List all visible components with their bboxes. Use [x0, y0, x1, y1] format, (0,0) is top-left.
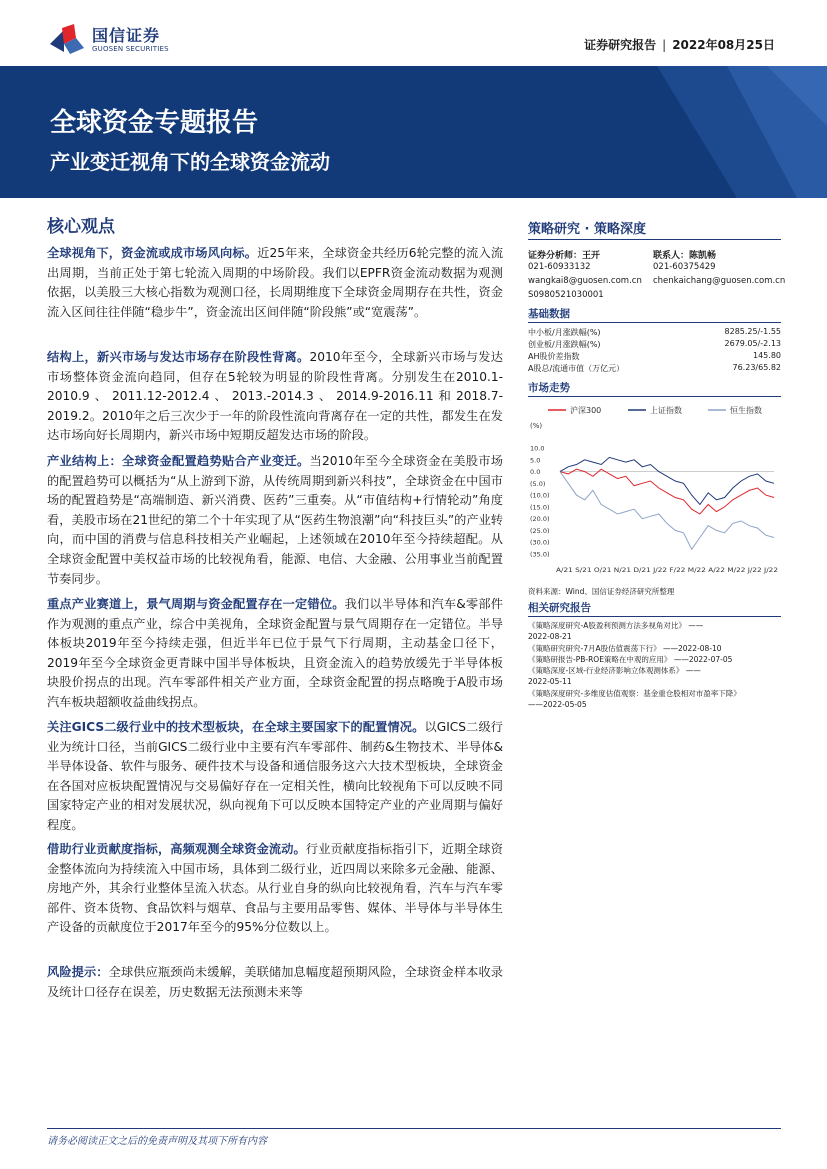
series-line-2 [560, 472, 774, 550]
footer-divider [47, 1128, 781, 1129]
report-type: 证券研究报告 [584, 38, 657, 52]
y-tick-label: 5.0 [530, 456, 541, 465]
analyst-1-phone: 021-60933132 [528, 262, 591, 272]
y-tick-label: (15.0) [530, 503, 550, 512]
y-tick-label: (5.0) [530, 479, 546, 488]
analyst-2-email[interactable]: chenkaichang@guosen.com.cn [653, 276, 786, 286]
y-tick-label: 0.0 [530, 468, 541, 477]
related-report-item[interactable]: 《策略深度-区域-行业经济影响立体观测体系》 —— 2022-05-11 [528, 666, 701, 686]
data-row: 中小板/月涨跌幅(%) 8285.25/-1.55 [528, 327, 781, 337]
data-row: A股总/流通市值（万亿元） 76.23/65.82 [528, 363, 781, 373]
report-meta [584, 36, 775, 53]
legend-label-1: 上证指数 [650, 406, 682, 415]
y-tick-label: (20.0) [530, 515, 550, 524]
analyst-1-cert: S0980521030001 [528, 290, 604, 300]
related-divider [528, 616, 781, 617]
paragraph-gics: 关注GICS二级行业中的技术型板块，在全球主要国家下的配置情况。以GICS二级行业为统计口径，当前GICS二级行业中主要有汽车零部件、制药&生物技术、半导体&半导体设备、软件与服务、硬件技术与设备和通信服务这六大技术型板块，全球资金在各国对应板块配置情况与交易偏好存在一定相关性，横向比较视角下可以反映不同国家特定产业的相对发展状况，纵向视角下可以反映本国特定产业的产业周期与偏好程度。 [47, 720, 503, 832]
section-heading: 核心观点 [47, 217, 115, 237]
report-subtitle: 产业变迁视角下的全球资金流动 [50, 150, 330, 174]
basic-data-divider [528, 322, 781, 323]
y-tick-label: (10.0) [530, 491, 550, 500]
related-research-title: 相关研究报告 [528, 602, 591, 614]
basic-data-title: 基础数据 [528, 308, 570, 320]
related-report-item[interactable]: 《策略研报告-PB-ROE策略在中观的应用》 ——2022-07-05 [528, 655, 733, 664]
analyst-1-name: 证券分析师：王开 [528, 251, 601, 261]
related-report-item[interactable]: 《策略深度研究-多维度估值观察：基金重仓股相对市盈率下降》 ——2022-05-05 [528, 689, 741, 709]
analyst-2-name: 联系人：陈凯畅 [653, 251, 717, 261]
analyst-2-phone: 021-60375429 [653, 262, 716, 272]
footer-disclaimer: 请务必阅读正文之后的免责声明及其项下所有内容 [47, 1136, 267, 1147]
meta-separator: | [662, 38, 667, 52]
sidebar-divider [528, 239, 781, 240]
paragraph-structure: 结构上，新兴市场与发达市场存在阶段性背离。2010年至今，全球新兴市场与发达市场整体资金流向趋同，但存在5轮较为明显的阶段性背离。分别发生在2010.1-2010.9、2011.12-2012.4、2013.-2014.3、2014.9-2016.11和2018.7-2019.2。2010年之后三次少于一年的阶段性流向背离存在一定的共性，都发生在发达市场向好长周期内，新兴市场中短期反超发达市场的阶段。 [47, 350, 503, 443]
page-header [0, 0, 827, 66]
chart-source: 资料来源：Wind、国信证券经济研究所整理 [528, 587, 675, 596]
related-report-item[interactable]: 《策略研究研究-7月A股估值震荡下行》 ——2022-08-10 [528, 644, 722, 653]
paragraph-contribution: 借助行业贡献度指标，高频观测全球资金流动。行业贡献度指标指引下，近期全球资金整体流向为持续流入中国市场，具体到二级行业，近四周以来除多元金融、能源、房地产外，其余行业整体呈流入状态。从行业自身的纵向比较视角看，汽车与汽车零部件、资本货物、食品饮料与烟草、食品与主要用品零售、媒体、半导体与半导体生产设备的贡献度位于2017年至今的95%分位数以上。 [47, 842, 503, 935]
market-trend-title: 市场走势 [528, 382, 570, 394]
data-row: AH股价差指数 145.80 [528, 351, 781, 361]
analyst-1-email[interactable]: wangkai8@guosen.com.cn [528, 276, 642, 286]
series-line-1 [560, 457, 774, 504]
title-banner [0, 66, 827, 198]
y-tick-label: 10.0 [530, 444, 545, 453]
paragraph-risk: 风险提示：全球供应瓶颈尚未缓解，美联储加息幅度超预期风险，全球资金样本收录及统计口径存在误差，历史数据无法预测未来等 [47, 965, 503, 999]
report-title: 全球资金专题报告 [50, 108, 259, 138]
logo-text-en: GUOSEN SECURITIES [92, 45, 169, 53]
guosen-logo-icon [50, 24, 84, 54]
market-trend-divider [528, 396, 781, 397]
paragraph-industry-structure: 产业结构上：全球资金配置趋势贴合产业变迁。当2010年至今全球资金在美股市场的配置趋势可以概括为“从上游到下游，从传统周期到新兴科技”，全球资金在中国市场的配置趋势是“高端制造、新兴消费、医药”三重奏。从“市值结构+行情轮动”角度看，美股市场在21世纪的第二个十年实现了从“医药生物浪潮”向“科技巨头”的产业转向，而中国的消费与信息科技相关产业崛起，上述领域在2010年至今持续超配。从全球资金配置中美权益市场的比较视角看，能源、电信、大金融、公用事业当前配置节奏同步。 [47, 454, 503, 586]
related-report-item[interactable]: 《策略深度研究-A股盈利预测方法多视角对比》 —— 2022-08-21 [528, 621, 704, 641]
legend-label-0: 沪深300 [570, 406, 602, 415]
data-row: 创业板/月涨跌幅(%) 2679.05/-2.13 [528, 339, 781, 349]
sidebar-section-title: 策略研究 · 策略深度 [528, 222, 646, 237]
core-viewpoints [47, 212, 504, 999]
market-trend-chart [528, 402, 781, 582]
y-tick-label: (30.0) [530, 538, 550, 547]
paragraph-global-view: 全球视角下，资金流或成市场风向标。近25年来，全球资金共经历6轮完整的流入流出周期，当前正处于第七轮流入周期的中场阶段。我们以EPFR资金流动数据为观测依据，以美股三大核心指数为观测口径，长周期维度下全球资金周期存在共性，资金流入区间往往伴随“稳步牛”，资金流出区间伴随“阶段熊”或“宽震荡”。 [47, 246, 504, 319]
y-axis-label: (%) [530, 422, 543, 430]
report-date: 2022年08月25日 [672, 38, 775, 52]
logo-text-cn: 国信证券 [92, 26, 161, 45]
paragraph-key-tracks: 重点产业赛道上，景气周期与资金配置存在一定错位。我们以半导体和汽车&零部件作为观测的重点产业，综合中美视角，全球资金配置与景气周期存在一定错位。半导体板块2019年至今持续走强，但近半年已位于景气下行周期，主动基金口径下，2019年至今全球资金更青睐中国半导体板块，且资金流入的趋势放缓先于半导体板块股价拐点的出现。汽车零部件相关产业方面，全球资金配置的拐点略晚于A股市场汽车板块超额收益曲线拐点。 [47, 597, 503, 709]
y-tick-label: (35.0) [530, 550, 550, 559]
x-tick-labels: A/21 S/21 O/21 N/21 D/21 J/22 F/22 M/22 A/22 M/22 J/22 J/22 [556, 566, 778, 574]
banner-decoration [567, 66, 827, 198]
y-tick-label: (25.0) [530, 526, 550, 535]
legend-label-2: 恒生指数 [730, 406, 762, 415]
